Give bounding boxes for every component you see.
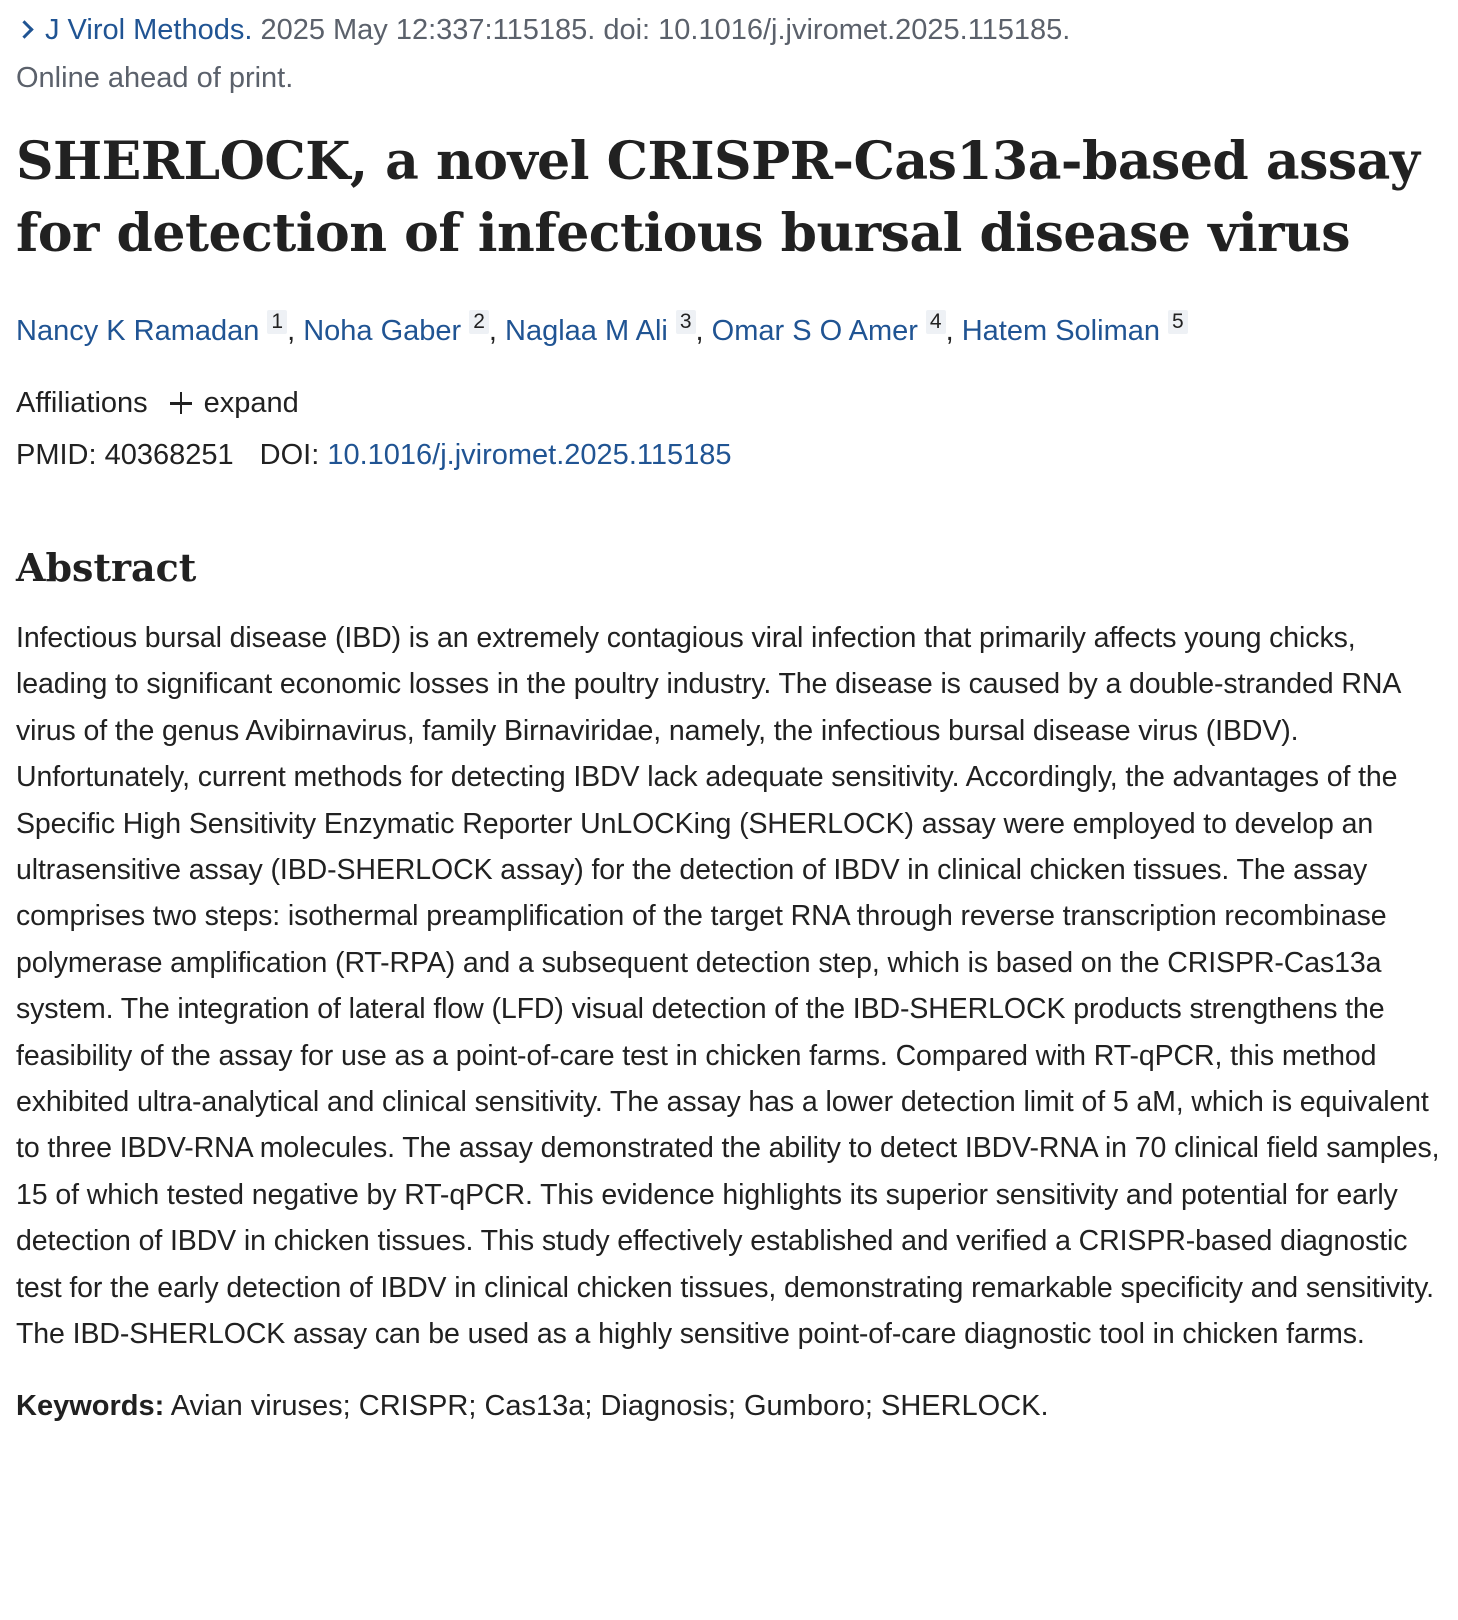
- affiliation-marker[interactable]: 5: [1168, 310, 1188, 334]
- article-title: SHERLOCK, a novel CRISPR-Cas13a-based assay for detection of infectious bursal disease virus: [16, 131, 1420, 264]
- affiliation-marker[interactable]: 3: [676, 310, 696, 334]
- pmid-label: PMID:: [16, 439, 97, 471]
- doi-link[interactable]: 10.1016/j.jviromet.2025.115185: [327, 439, 732, 471]
- author-separator: ,: [488, 315, 506, 347]
- author-link[interactable]: Noha Gaber: [303, 315, 462, 347]
- author-separator: ,: [695, 315, 712, 347]
- affiliations-row: [16, 383, 1442, 423]
- keywords: [16, 1386, 1442, 1426]
- keywords-label: Keywords:: [16, 1389, 165, 1422]
- author-separator: ,: [945, 315, 962, 347]
- affiliation-marker[interactable]: 2: [469, 310, 489, 334]
- author-list: [16, 310, 1442, 351]
- doi-label: DOI:: [259, 439, 320, 471]
- journal-name: J Virol Methods.: [45, 14, 253, 46]
- author-link[interactable]: Naglaa M Ali: [505, 315, 668, 347]
- author-separator: ,: [287, 315, 304, 347]
- identifiers-row: [16, 435, 1442, 475]
- chevron-right-icon: [15, 21, 33, 39]
- journal-link[interactable]: [16, 14, 252, 46]
- citation-details: 2025 May 12:337:115185. doi: 10.1016/j.jviromet.2025.115185.: [252, 14, 1071, 46]
- publication-status: Online ahead of print.: [16, 62, 294, 94]
- plus-icon: [170, 392, 192, 414]
- keywords-list: Avian viruses; CRISPR; Cas13a; Diagnosis; Gumboro; SHERLOCK.: [164, 1389, 1049, 1422]
- author-link[interactable]: Nancy K Ramadan: [16, 315, 260, 347]
- expand-label: expand: [203, 387, 299, 419]
- abstract-text: Infectious bursal disease (IBD) is an extremely contagious viral infection that primarily affects young chicks, leading to significant economic losses in the poultry industry. The disease is caused by a double-stranded RNA virus of the genus Avibirnavirus, family Birnaviridae, namely, the infectious bursal disease virus (IBDV). Unfortunately, current methods for detecting IBDV lack adequate sensitivity. Accordingly, the advantages of the Specific High Sensitivity Enzymatic Reporter UnLOCKing (SHERLOCK) assay were employed to develop an ultrasensitive assay (IBD-SHERLOCK assay) for the detection of IBDV in clinical chicken tissues. The assay comprises two steps: isothermal preamplification of the target RNA through reverse transcription recombinase polymerase amplification (RT-RPA) and a subsequent detection step, which is based on the CRISPR-Cas13a system. The integration of lateral flow (LFD) visual detection of the IBD-SHERLOCK products strengthens the feasibility of the assay for use as a point-of-care test in chicken farms. Compared with RT-qPCR, this method exhibited ultra-analytical and clinical sensitivity. The assay has a lower detection limit of 5 aM, which is equivalent to three IBDV-RNA molecules. The assay demonstrated the ability to detect IBDV-RNA in 70 clinical field samples, 15 of which tested negative by RT-qPCR. This evidence highlights its superior sensitivity and potential for early detection of IBDV in chicken tissues. This study effectively established and verified a CRISPR-based diagnostic test for the early detection of IBDV in clinical chicken tissues, demonstrating remarkable specificity and sensitivity. The IBD-SHERLOCK assay can be used as a highly sensitive point-of-care diagnostic tool in chicken farms.: [16, 622, 1440, 1351]
- pmid-value: 40368251: [104, 439, 234, 471]
- expand-affiliations-button[interactable]: [170, 383, 299, 423]
- affiliation-marker[interactable]: 1: [267, 310, 287, 334]
- abstract-heading: Abstract: [16, 545, 197, 590]
- affiliations-label: Affiliations: [16, 387, 148, 419]
- author-link[interactable]: Hatem Soliman: [961, 315, 1160, 347]
- citation-line: [16, 6, 1442, 102]
- affiliation-marker[interactable]: 4: [926, 310, 946, 334]
- author-link[interactable]: Omar S O Amer: [711, 315, 918, 347]
